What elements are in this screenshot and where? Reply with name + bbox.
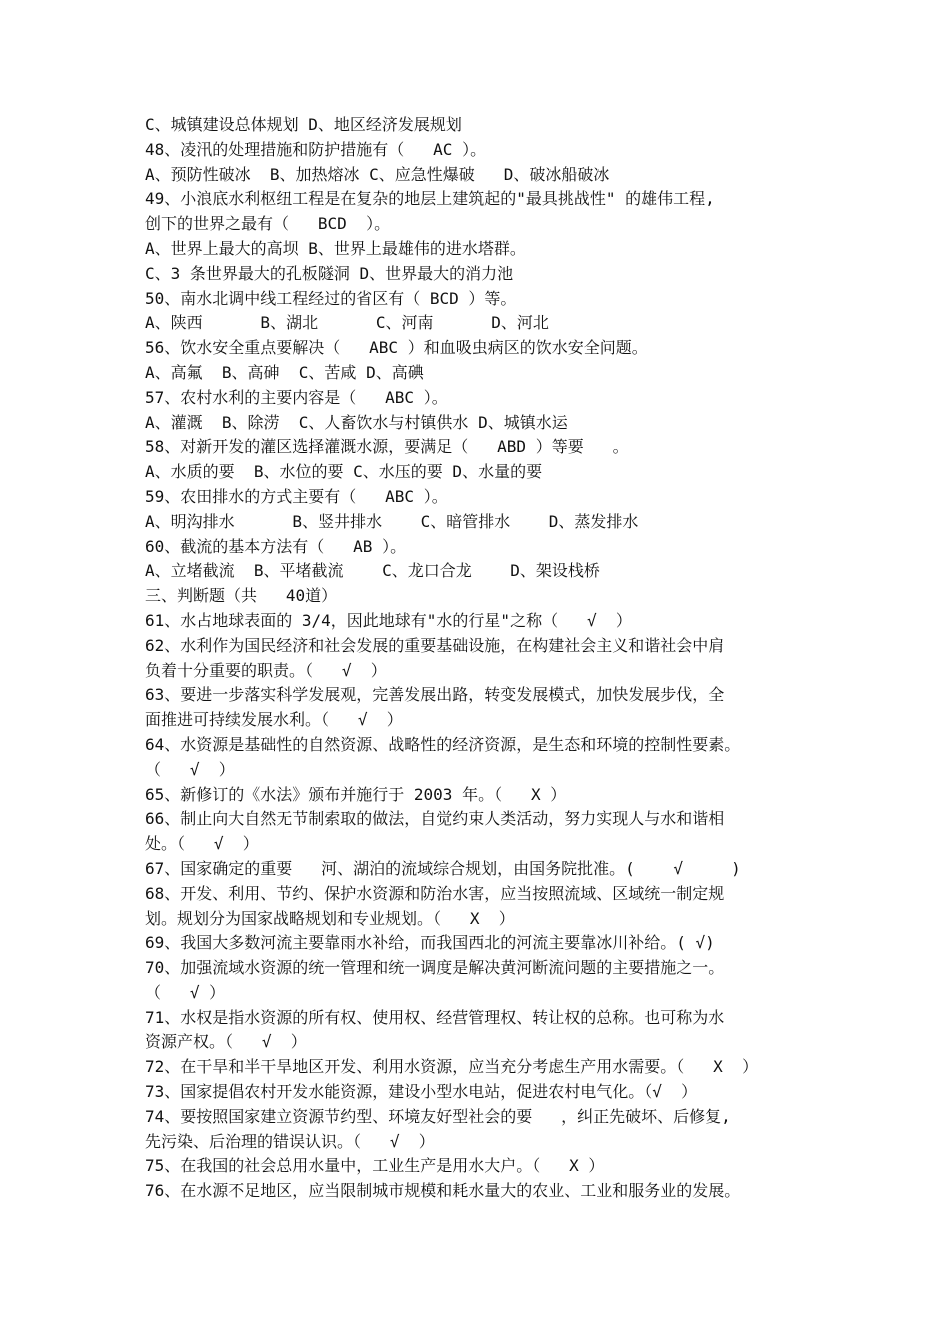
text-line: 60、截流的基本方法有（ AB ）。: [145, 536, 407, 556]
text-line: 66、制止向大自然无节制索取的做法，自觉约束人类活动，努力实现人与水和谐相: [145, 809, 725, 829]
text-line: A、灌溉 B、除涝 C、人畜饮水与村镇供水 D、城镇水运: [145, 412, 568, 432]
text-line: 68、开发、利用、节约、保护水资源和防治水害，应当按照流域、区域统一制定规: [145, 883, 725, 903]
text-line: A、明沟排水 B、竖井排水 C、暗管排水 D、蒸发排水: [145, 511, 639, 531]
text-line: 76、在水源不足地区，应当限制城市规模和耗水量大的农业、工业和服务业的发展。: [145, 1181, 741, 1201]
text-line: 74、要按照国家建立资源节约型、环境友好型社会的要 ，纠正先破坏、后修复,: [145, 1106, 731, 1126]
text-line: 70、加强流域水资源的统一管理和统一调度是解决黄河断流问题的主要措施之一。: [145, 958, 725, 978]
text-line: A、水质的要 B、水位的要 C、水压的要 D、水量的要: [145, 462, 543, 482]
text-line: 负着十分重要的职责。（ √ ）: [145, 660, 387, 680]
text-line: 先污染、后治理的错误认识。（ √ ）: [145, 1131, 435, 1151]
text-line: 64、水资源是基础性的自然资源、战略性的经济资源，是生态和环境的控制性要素。: [145, 734, 741, 754]
document-body: [145, 113, 815, 1204]
text-line: A、陕西 B、湖北 C、河南 D、河北: [145, 313, 549, 333]
text-line: 73、国家提倡农村开发水能资源，建设小型水电站，促进农村电气化。（√ ）: [145, 1082, 698, 1102]
text-line: A、预防性破冰 B、加热熔冰 C、应急性爆破 D、破冰船破冰: [145, 164, 610, 184]
text-line: A、立堵截流 B、平堵截流 C、龙口合龙 D、架设栈桥: [145, 561, 600, 581]
text-line: 面推进可持续发展水利。（ √ ）: [145, 710, 403, 730]
text-line: 69、我国大多数河流主要靠雨水补给，而我国西北的河流主要靠冰川补给。( √): [145, 933, 715, 953]
text-line: 处。（ √ ）: [145, 834, 259, 854]
text-line: 48、凌汛的处理措施和防护措施有（ AC ）。: [145, 139, 487, 159]
text-line: A、世界上最大的高坝 B、世界上最雄伟的进水塔群。: [145, 238, 526, 258]
text-line: 创下的世界之最有（ BCD ）。: [145, 214, 391, 234]
text-line: 72、在干旱和半干旱地区开发、利用水资源，应当充分考虑生产用水需要。（ X ）: [145, 1057, 759, 1077]
text-line: （ √ ）: [145, 982, 226, 1002]
text-line: 59、农田排水的方式主要有（ ABC ）。: [145, 486, 448, 506]
text-line: 50、南水北调中线工程经过的省区有（ BCD ）等。: [145, 288, 517, 308]
text-line: C、城镇建设总体规划 D、地区经济发展规划: [145, 115, 462, 134]
text-line: 71、水权是指水资源的所有权、使用权、经营管理权、转让权的总称。也可称为水: [145, 1007, 725, 1027]
text-line: 58、对新开发的灌区选择灌溉水源，要满足（ ABD ）等要 。: [145, 437, 629, 457]
text-line: C、3 条世界最大的孔板隧洞 D、世界最大的消力池: [145, 263, 514, 283]
text-line: 63、要进一步落实科学发展观，完善发展出路，转变发展模式，加快发展步伐，全: [145, 685, 725, 705]
text-line: 62、水利作为国民经济和社会发展的重要基础设施，在构建社会主义和谐社会中肩: [145, 635, 725, 655]
text-line: 资源产权。（ √ ）: [145, 1032, 307, 1052]
text-line: 75、在我国的社会总用水量中，工业生产是用水大户。（ X ）: [145, 1156, 605, 1176]
text-line: 49、小浪底水利枢纽工程是在复杂的地层上建筑起的"最具挑战性" 的雄伟工程,: [145, 189, 715, 209]
text-line: 57、农村水利的主要内容是（ ABC ）。: [145, 387, 448, 407]
text-line: 65、新修订的《水法》颁布并施行于 2003 年。（ X ）: [145, 784, 567, 804]
text-line: （ √ ）: [145, 759, 235, 779]
text-line: 61、水占地球表面的 3/4，因此地球有"水的行星"之称（ √ ）: [145, 610, 632, 630]
text-line: 划。规划分为国家战略规划和专业规划。（ X ）: [145, 908, 515, 928]
text-line: A、高氟 B、高砷 C、苦咸 D、高碘: [145, 362, 424, 382]
text-line: 56、饮水安全重点要解决（ ABC ）和血吸虫病区的饮水安全问题。: [145, 338, 648, 358]
text-line: 三、判断题（共 40道）: [145, 586, 338, 606]
text-line: 67、国家确定的重要 河、湖泊的流域综合规划，由国务院批准。( √ ): [145, 858, 741, 878]
